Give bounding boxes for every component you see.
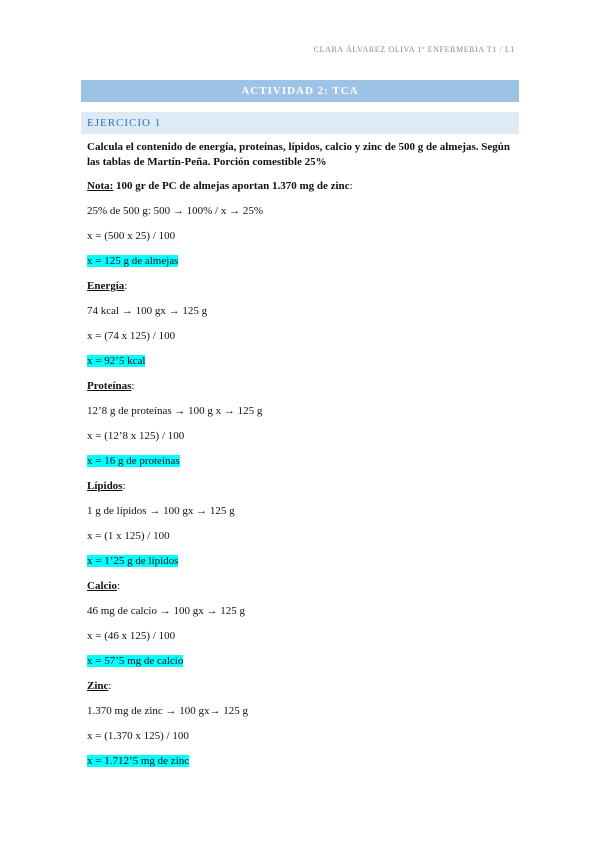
portion-result-line: [87, 255, 519, 268]
lipids-line-1: 1 g de lípidos → 100 gx → 125 g: [87, 505, 235, 517]
calcium-result-line: [87, 655, 519, 668]
calcium-result: x = 57’5 mg de calcio: [87, 655, 184, 667]
exercise-content: [87, 140, 519, 780]
zinc-label: Zinc: [87, 680, 109, 692]
note-text: 100 gr de PC de almejas aportan 1.370 mg de zinc: [113, 180, 350, 192]
portion-line-1: 25% de 500 g: 500 → 100% / x → 25%: [87, 205, 263, 217]
zinc-line-2: x = (1.370 x 125) / 100: [87, 730, 189, 742]
energy-heading: [87, 280, 519, 293]
activity-title: ACTIVIDAD 2: TCA: [81, 80, 519, 102]
energy-line-2: x = (74 x 125) / 100: [87, 330, 176, 342]
energy-result-line: [87, 355, 519, 368]
zinc-line-1: 1.370 mg de zinc → 100 gx→ 125 g: [87, 705, 249, 717]
exercise-title: EJERCICIO 1: [81, 112, 519, 134]
proteins-result: x = 16 g de proteínas: [87, 455, 180, 467]
zinc-heading: [87, 680, 519, 693]
page-header: CLARA ÁLVAREZ OLIVA 1º ENFERMERIA T1 / L1: [313, 45, 515, 54]
lipids-label: Lípidos: [87, 480, 123, 492]
calcium-label: Calcio: [87, 580, 117, 592]
exercise-statement: Calcula el contenido de energía, proteínas, lípidos, calcio y zinc de 500 g de almejas. Según las tablas de Martín-Peña. Porción comestible 25%: [87, 141, 510, 168]
calcium-line-1: 46 mg de calcio → 100 gx → 125 g: [87, 605, 245, 617]
lipids-colon: :: [122, 480, 126, 492]
note-line: [87, 180, 519, 193]
zinc-result: x = 1.712’5 mg de zinc: [87, 755, 190, 767]
proteins-colon: :: [131, 380, 135, 392]
lipids-result: x = 1’25 g de lípidos: [87, 555, 179, 567]
proteins-heading: [87, 380, 519, 393]
zinc-colon: :: [108, 680, 112, 692]
calcium-line-2: x = (46 x 125) / 100: [87, 630, 176, 642]
proteins-label: Proteínas: [87, 380, 132, 392]
proteins-result-line: [87, 455, 519, 468]
energy-colon: :: [124, 280, 128, 292]
lipids-result-line: [87, 555, 519, 568]
energy-result: x = 92’5 kcal: [87, 355, 146, 367]
zinc-result-line: [87, 755, 519, 768]
proteins-line-2: x = (12’8 x 125) / 100: [87, 430, 185, 442]
note-label: Nota:: [87, 180, 114, 192]
lipids-line-2: x = (1 x 125) / 100: [87, 530, 170, 542]
energy-line-1: 74 kcal → 100 gx → 125 g: [87, 305, 208, 317]
note-tail: :: [349, 180, 353, 192]
calcium-colon: :: [116, 580, 121, 592]
portion-line-2: x = (500 x 25) / 100: [87, 230, 176, 242]
proteins-line-1: 12’8 g de proteínas → 100 g x → 125 g: [87, 405, 263, 417]
energy-label: Energía: [87, 280, 125, 292]
portion-result: x = 125 g de almejas: [87, 255, 179, 267]
calcium-heading: [87, 580, 519, 593]
lipids-heading: [87, 480, 519, 493]
